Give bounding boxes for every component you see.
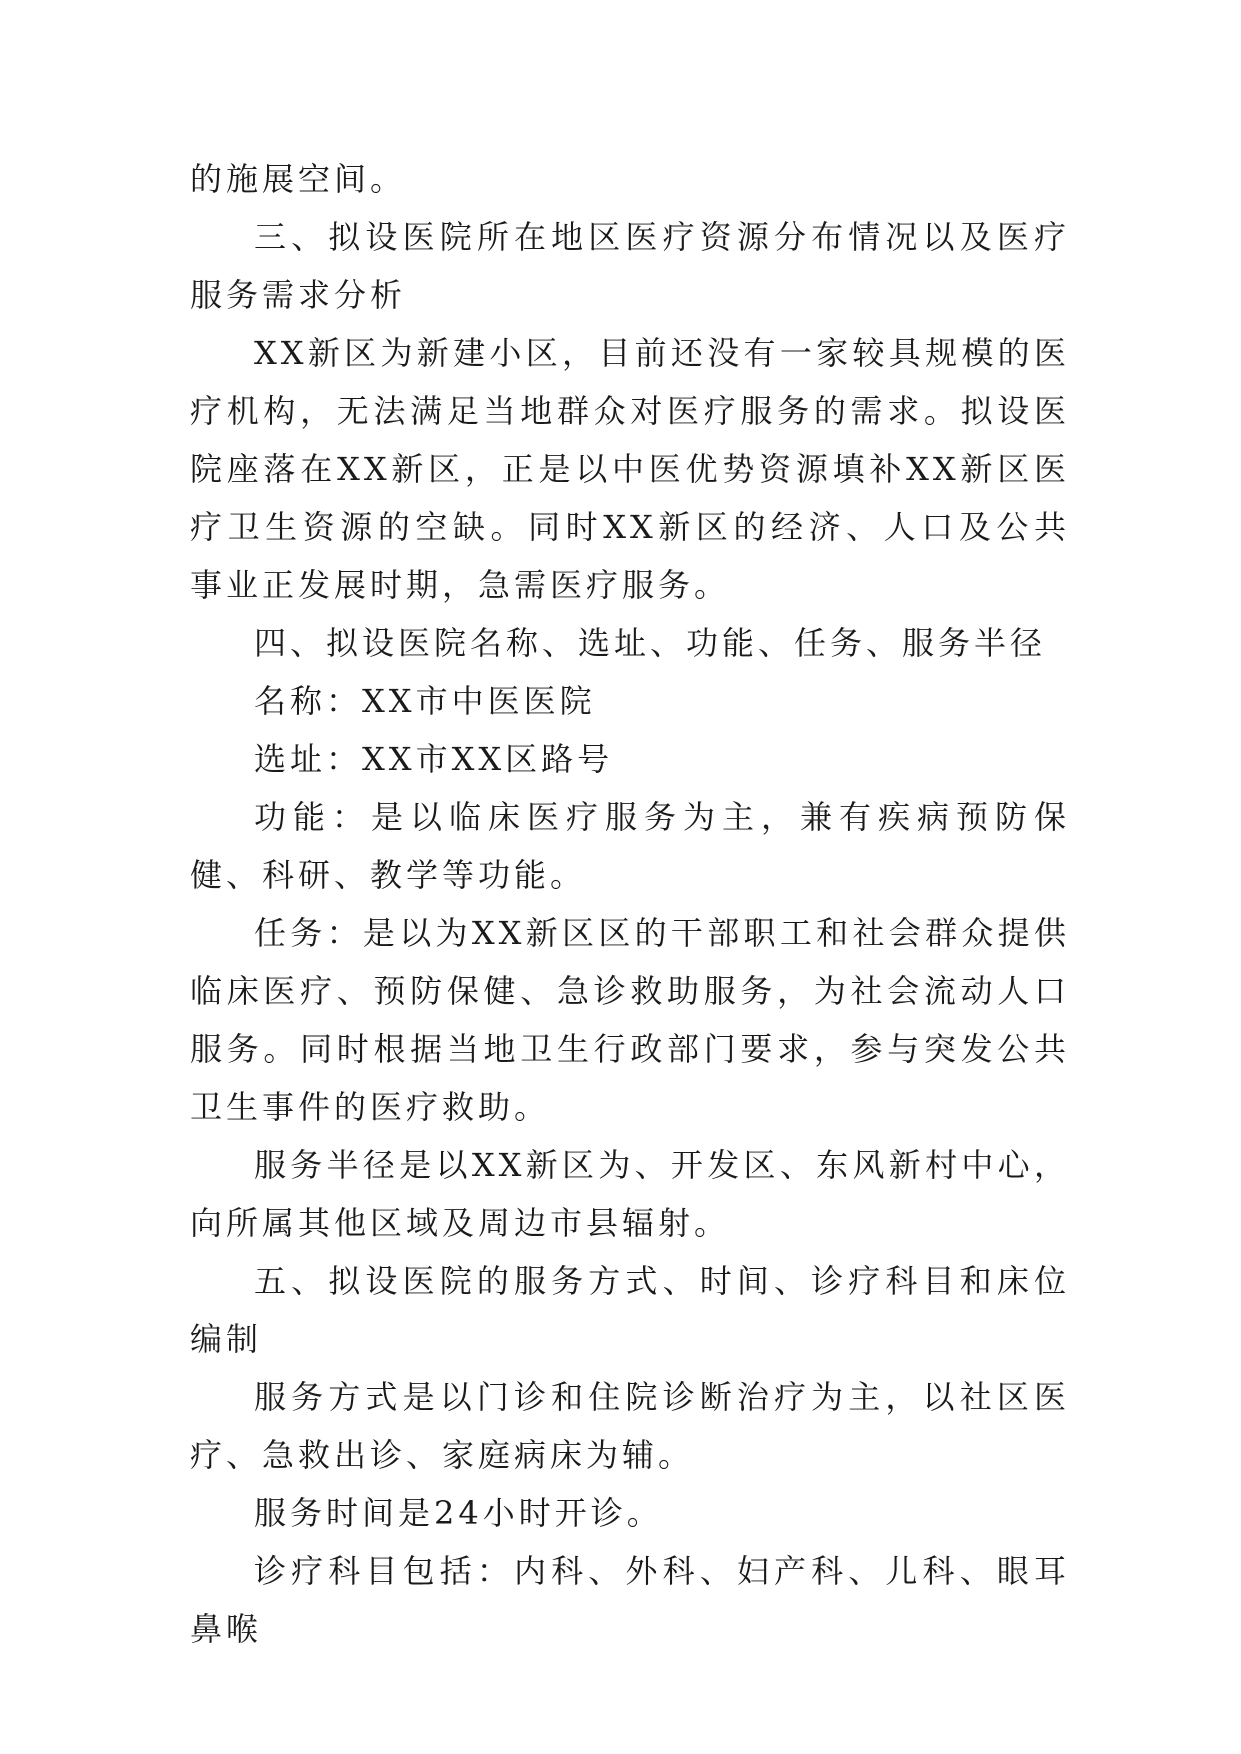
section-heading-5: 五、拟设医院的服务方式、时间、诊疗科目和床位编制 [190, 1262, 1070, 1358]
paragraph-service-radius: 服务半径是以XX新区为、开发区、东风新村中心，向所属其他区域及周边市县辐射。 [190, 1146, 1070, 1242]
paragraph-resource-analysis: XX新区为新建小区，目前还没有一家较具规模的医疗机构，无法满足当地群众对医疗服务的需求。拟设医院座落在XX新区，正是以中医优势资源填补XX新区医疗卫生资源的空缺。同时XX新区的经济、人口及公共事业正发展时期，急需医疗服务。 [190, 334, 1070, 604]
paragraph-function: 功能：是以临床医疗服务为主，兼有疾病预防保健、科研、教学等功能。 [190, 798, 1070, 894]
paragraph-continuation: 的施展空间。 [190, 160, 407, 198]
paragraph-service-mode: 服务方式是以门诊和住院诊断治疗为主，以社区医疗、急救出诊、家庭病床为辅。 [190, 1378, 1070, 1474]
paragraph-task: 任务：是以为XX新区区的干部职工和社会群众提供临床医疗、预防保健、急诊救助服务，为社会流动人口服务。同时根据当地卫生行政部门要求，参与突发公共卫生事件的医疗救助。 [190, 914, 1070, 1126]
document-body [190, 150, 1070, 1658]
paragraph-name: 名称：XX市中医医院 [254, 682, 596, 720]
section-heading-3: 三、拟设医院所在地区医疗资源分布情况以及医疗服务需求分析 [190, 218, 1070, 314]
section-heading-4: 四、拟设医院名称、选址、功能、任务、服务半径 [254, 624, 1047, 662]
paragraph-departments: 诊疗科目包括：内科、外科、妇产科、儿科、眼耳鼻喉 [190, 1552, 1070, 1648]
paragraph-service-time: 服务时间是24小时开诊。 [254, 1494, 663, 1532]
paragraph-location: 选址：XX市XX区路号 [254, 740, 614, 778]
